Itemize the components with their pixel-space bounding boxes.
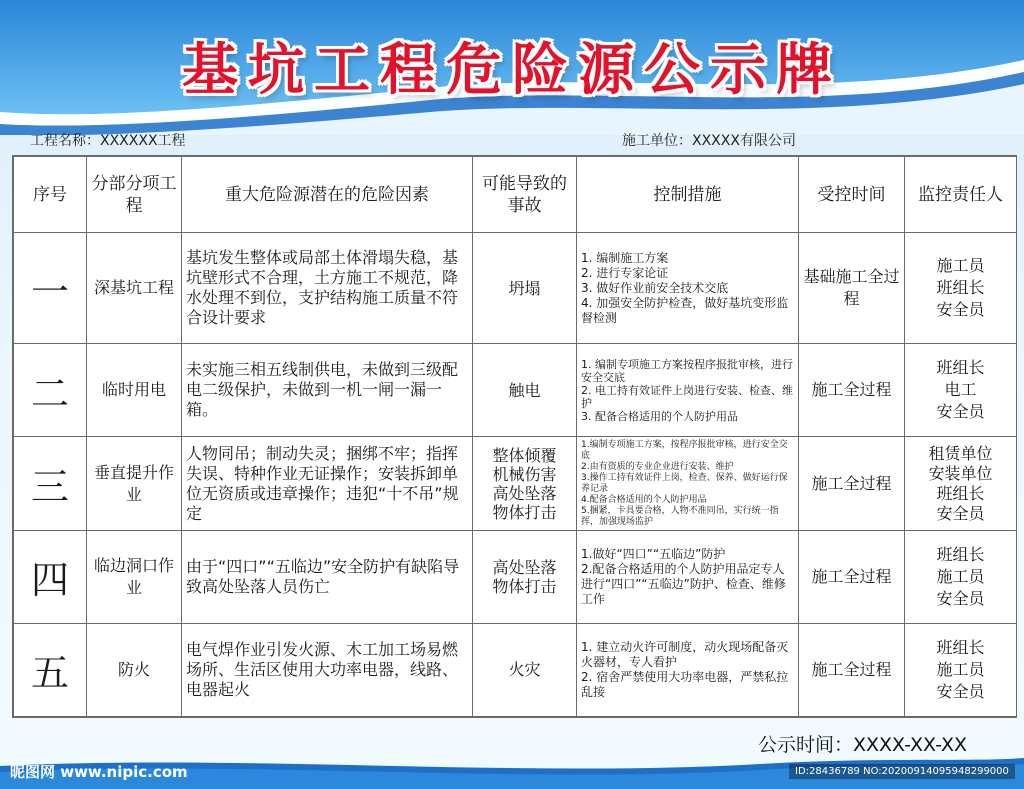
row-index: 二 [14, 344, 87, 437]
row-time: 基础施工全过程 [799, 233, 905, 344]
row-index: 五 [14, 623, 87, 716]
control-item: 1. 建立动火许可制度，动火现场配备灭火器材，专人看护 [581, 639, 789, 669]
control-item: 2.由有资质的专业企业进行安装、维护 [581, 461, 734, 472]
control-item: 2. 进行专家论证 [581, 265, 669, 280]
row-index: 一 [14, 233, 87, 344]
row-part: 垂直提升作业 [87, 437, 182, 530]
row-part: 深基坑工程 [87, 233, 182, 344]
page-title: 基坑工程危险源公示牌 [182, 38, 842, 103]
owner-item: 租赁单位 [928, 443, 993, 463]
row-risk: 人物同吊；制动失灵；捆绑不牢；指挥失误、特种作业无证操作；安装拆卸单位无资质或违章操作；违犯“十不吊”规定 [182, 437, 473, 530]
row-time: 施工全过程 [799, 623, 905, 716]
row-risk: 基坑发生整体或局部土体滑塌失稳，基坑壁形式不合理，土方施工不规范，降水处理不到位，支护结构施工质量不符合设计要求 [182, 233, 473, 344]
owner-item: 班组长 [936, 637, 985, 657]
accident-item: 机械伤害 [492, 464, 557, 484]
owner-item: 安全员 [936, 503, 985, 523]
owner-item: 安全员 [936, 300, 985, 320]
row-controls [577, 233, 799, 344]
table-row [14, 437, 1017, 530]
owner-item: 安全员 [936, 588, 985, 608]
row-owners [905, 623, 1017, 716]
accident-item: 整体倾覆 [492, 445, 557, 465]
accident-item: 高处坠落 [492, 557, 557, 577]
row-owners [905, 344, 1017, 437]
row-owners [905, 437, 1017, 530]
header-time: 受控时间 [799, 157, 905, 233]
owner-item: 安装单位 [928, 463, 993, 483]
header-index: 序号 [14, 157, 87, 233]
header-owner: 监控责任人 [905, 157, 1017, 233]
row-part: 临时用电 [87, 344, 182, 437]
control-item: 4. 加强安全防护检查，做好基坑变形监督检测 [581, 295, 789, 325]
row-accident [473, 530, 577, 623]
accident-item: 物体打击 [492, 502, 557, 522]
owner-item: 班组长 [936, 544, 985, 564]
row-accident: 火灾 [473, 623, 577, 716]
watermark-id: ID:28436789 NO:20200914095948299000 [789, 764, 1015, 779]
row-risk: 电气焊作业引发火源、木工加工场易燃场所、生活区使用大功率电器，线路、电器起火 [182, 623, 473, 716]
accident-item: 高处坠落 [492, 483, 557, 503]
contractor-name: 施工单位：XXXXX有限公司 [622, 133, 796, 149]
owner-item: 施工员 [936, 659, 985, 679]
row-index: 四 [14, 530, 87, 623]
table-row [14, 623, 1017, 716]
header-part: 分部分项工程 [87, 157, 182, 233]
control-item: 1.做好“四口”“五临边”防护 [581, 546, 726, 561]
hazard-table [13, 156, 1017, 717]
row-risk: 由于“四口”“五临边”安全防护有缺陷导致高处坠落人员伤亡 [182, 530, 473, 623]
row-time: 施工全过程 [799, 344, 905, 437]
control-item: 1. 编制专项施工方案按程序报批审核，进行安全交底 [581, 357, 793, 384]
row-index: 三 [14, 437, 87, 530]
owner-item: 安全员 [936, 681, 985, 701]
owner-item: 班组长 [936, 483, 985, 503]
owner-item: 施工员 [936, 566, 985, 586]
control-item: 3. 配备合格适用的个人防护用品 [581, 409, 738, 423]
control-item: 1.编制专项施工方案，按程序报批审核，进行安全交底 [581, 439, 788, 461]
row-controls [577, 344, 799, 437]
header-accident: 可能导致的事故 [473, 157, 577, 233]
row-accident [473, 437, 577, 530]
owner-item: 安全员 [936, 402, 985, 422]
project-name: 工程名称：XXXXXX工程 [30, 133, 186, 149]
table-row [14, 344, 1017, 437]
header-controls: 控制措施 [577, 157, 799, 233]
control-item: 5.捆紧，卡具要合格，人物不准同吊，实行统一指挥，加强现场监护 [581, 505, 779, 527]
control-item: 4.配备合格适用的个人防护用品 [581, 494, 707, 505]
watermark-site: 昵图网 www.nipic.com [10, 763, 188, 781]
owner-item: 施工员 [936, 256, 985, 276]
table-header-row [14, 157, 1017, 233]
header-risk: 重大危险源潜在的危险因素 [182, 157, 473, 233]
control-item: 3.操作工持有效证件上岗，检查、保养、做好运行保养记录 [581, 472, 788, 494]
control-item: 2.配备合格适用的个人防护用品定专人进行“四口”“五临边”防护、检查、维修工作 [581, 561, 786, 606]
row-controls [577, 623, 799, 716]
row-time: 施工全过程 [799, 437, 905, 530]
owner-item: 电工 [944, 380, 977, 400]
row-accident: 坍塌 [473, 233, 577, 344]
row-controls [577, 437, 799, 530]
control-item: 2. 电工持有效证件上岗进行安装、检查、维护 [581, 383, 793, 410]
table-row [14, 530, 1017, 623]
row-time: 施工全过程 [799, 530, 905, 623]
control-item: 3. 做好作业前安全技术交底 [581, 280, 729, 295]
table-row [14, 233, 1017, 344]
control-item: 1. 编制施工方案 [581, 250, 669, 265]
accident-item: 物体打击 [492, 576, 557, 596]
row-owners [905, 530, 1017, 623]
control-item: 2. 宿舍严禁使用大功率电器，严禁私拉乱接 [581, 669, 789, 699]
row-accident: 触电 [473, 344, 577, 437]
row-part: 临边洞口作业 [87, 530, 182, 623]
row-part: 防火 [87, 623, 182, 716]
owner-item: 班组长 [936, 278, 985, 298]
row-controls [577, 530, 799, 623]
hazard-table-board [12, 155, 1017, 718]
publish-time: 公示时间：XXXX-XX-XX [758, 734, 968, 756]
owner-item: 班组长 [936, 358, 985, 378]
row-risk: 未实施三相五线制供电，未做到三级配电二级保护，未做到一机一闸一漏一箱。 [182, 344, 473, 437]
row-owners [905, 233, 1017, 344]
